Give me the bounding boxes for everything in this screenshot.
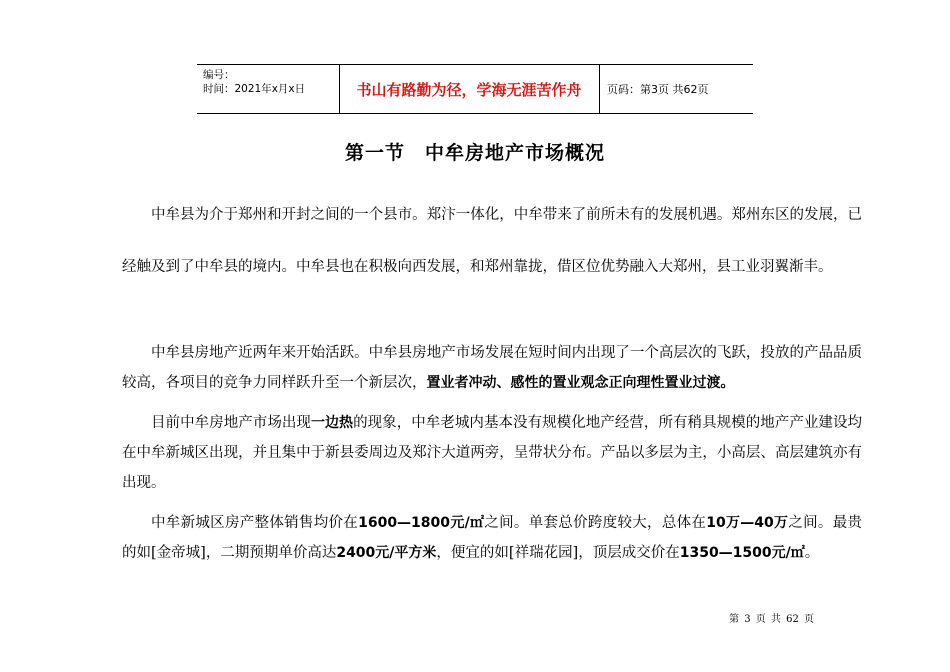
paragraph-4 [122,508,862,568]
paragraph-2-emphasis: 置业者冲动、感性的置业观念正向理性置业过渡。 [426,375,735,391]
paragraph-2 [122,338,862,398]
price-range-emphasis: 1600—1800元/㎡ [358,515,485,531]
total-price-emphasis: 10万—40万 [706,515,789,531]
paragraph-3 [122,408,862,498]
paragraph-4-text: 之间。单套总价跨度较大，总体在 [484,515,707,531]
header-motto: 书山有路勤为径，学海无涯苦作舟 [356,80,582,99]
paragraph-1 [122,189,862,293]
paragraph-3-emphasis: 一边热 [310,415,354,431]
paragraph-4-text: 。 [804,545,820,561]
paragraph-3-text: 的现象，中牟老城内基本没有规模化地产经营，所有稍具规模的地产产业建设均在中牟新城区出现，并且集中于新县委周边及郑汴大道两旁，呈带状分布。产品以多层为主，小高层、高层建筑亦有出现。 [122,415,863,491]
paragraph-1-text: 中牟县为介于郑州和开封之间的一个县市。郑汴一体化，中牟带来了前所未有的发展机遇。郑州东区的发展，已经触及到了中牟县的境内。中牟县也在积极向西发展，和郑州靠拢，借区位优势融入大郑州，县工业羽翼渐丰。 [122,207,862,275]
header-page-code: 页码：第3页 共62页 [607,83,709,96]
max-price-emphasis: 2400元/平方米 [336,545,437,561]
header-time-label: 时间：2021年x月x日 [203,83,306,95]
section-title: 第一节 中牟房地产市场概况 [344,142,605,164]
header-number-label: 编号： [203,69,235,81]
page-footer: 第 3 页 共 62 页 [729,614,814,625]
paragraph-2-text: 中牟县房地产近两年来开始活跃。中牟县房地产市场发展在短时间内出现了一个高层次的飞跃，投放的产品品质较高，各项目的竞争力同样跃升至一个新层次， [122,345,862,391]
top-floor-price-emphasis: 1350—1500元/㎡ [679,545,805,561]
paragraph-4-text: ，便宜的如[祥瑞花园]，顶层成交价在 [436,545,680,561]
paragraph-3-text: 目前中牟房地产市场出现 [151,415,311,431]
paragraph-4-text: 中牟新城区房产整体销售均价在 [151,515,359,531]
header-divider [599,65,600,113]
paragraph-4-text: 之间。最贵的如[金帝城]，二期预期单价高达 [122,515,863,561]
header-meta [203,68,339,96]
page-header [197,64,753,114]
